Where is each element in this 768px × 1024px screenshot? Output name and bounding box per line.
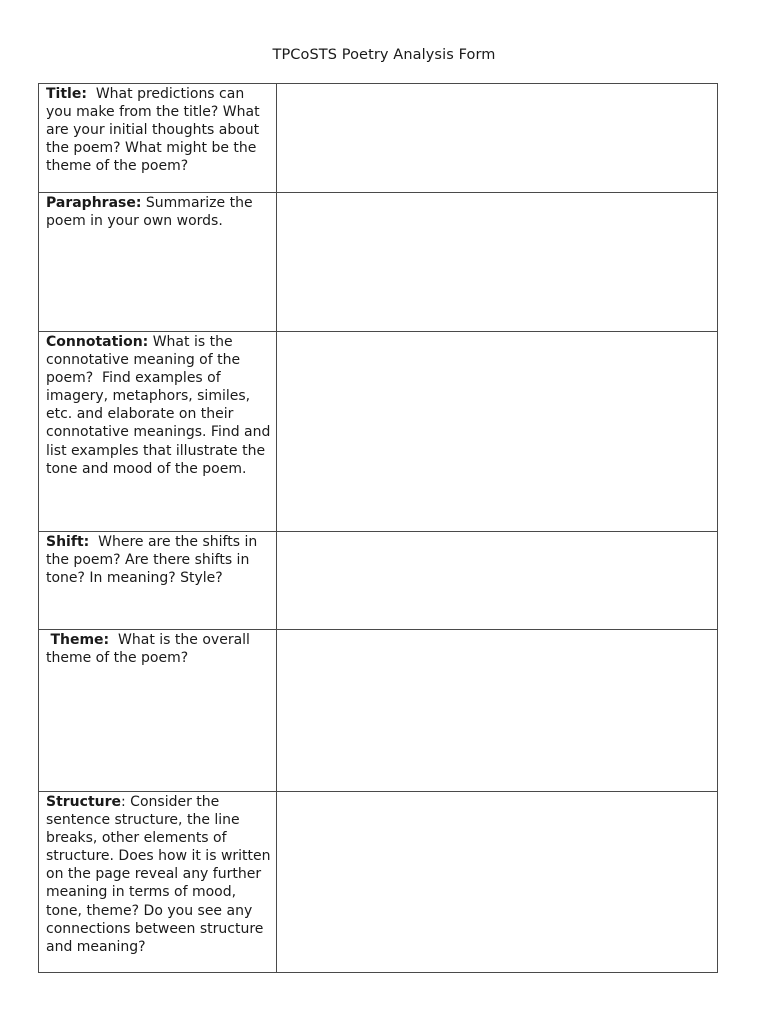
analysis-form-table [38, 83, 718, 973]
form-row-structure [39, 792, 718, 973]
row-label-paraphrase: Paraphrase: [46, 195, 142, 211]
row-prompt-paraphrase: Summarize the poem in your own words. [46, 195, 258, 230]
row-label-connotation: Connotation: [46, 334, 149, 350]
answer-cell-structure[interactable] [277, 792, 718, 973]
row-prompt-structure: : Consider the sentence structure, the line breaks, other elements of structure. Does how it is written on the page reveal any further meaning in terms of mood, tone, theme? Do you see any connections between structure and meaning? [46, 794, 275, 955]
row-label-theme: Theme: [50, 632, 110, 648]
answer-cell-theme[interactable] [277, 630, 718, 792]
prompt-cell-title [39, 84, 277, 193]
prompt-cell-paraphrase [39, 193, 277, 332]
form-row-paraphrase [39, 193, 718, 332]
row-prompt-theme: What is the overall theme of the poem? [46, 632, 255, 667]
row-prompt-connotation: What is the connotative meaning of the poem? Find examples of imagery, metaphors, similes, etc. and elaborate on their connotative meanings. Find and list examples that illustrate the tone and mood of the poem. [46, 334, 275, 477]
row-prompt-shift: Where are the shifts in the poem? Are there shifts in tone? In meaning? Style? [46, 534, 262, 587]
prompt-cell-connotation [39, 332, 277, 532]
prompt-cell-shift [39, 532, 277, 630]
answer-cell-connotation[interactable] [277, 332, 718, 532]
form-row-title [39, 84, 718, 193]
form-row-theme [39, 630, 718, 792]
answer-cell-title[interactable] [277, 84, 718, 193]
row-label-title: Title: [46, 86, 87, 102]
row-prompt-title: What predictions can you make from the title? What are your initial thoughts about the poem? What might be the theme of the poem? [46, 86, 265, 175]
answer-cell-paraphrase[interactable] [277, 193, 718, 332]
document-title: TPCoSTS Poetry Analysis Form [272, 47, 496, 63]
answer-cell-shift[interactable] [277, 532, 718, 630]
prompt-cell-structure [39, 792, 277, 973]
form-row-shift [39, 532, 718, 630]
row-label-shift: Shift: [46, 534, 90, 550]
form-row-connotation [39, 332, 718, 532]
prompt-cell-theme [39, 630, 277, 792]
row-label-structure: Structure [46, 794, 122, 810]
